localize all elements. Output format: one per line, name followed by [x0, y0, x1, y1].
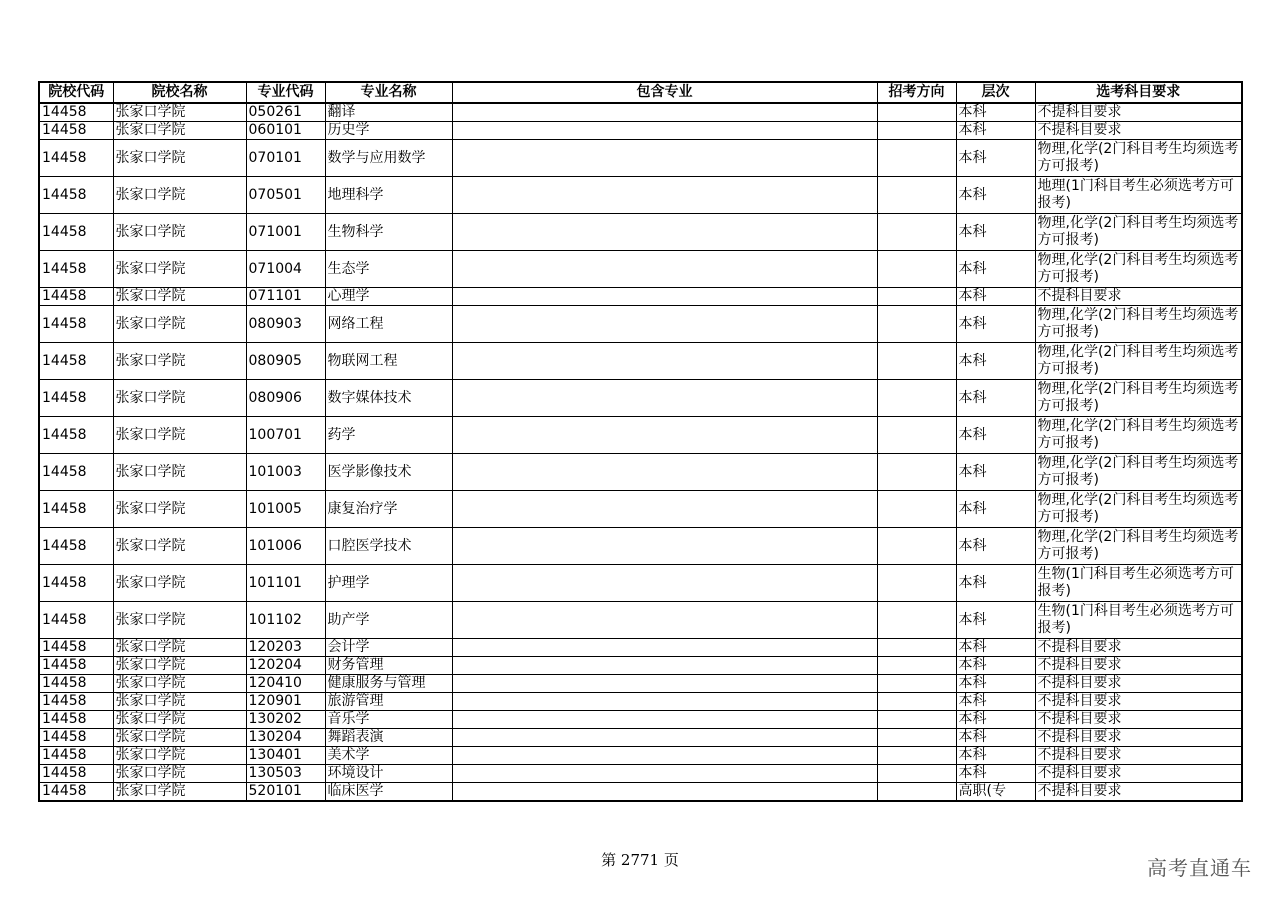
cell-subject-requirement: 生物(1门科目考生必须选考方可报考)	[1035, 565, 1242, 602]
cell-major-code: 071001	[246, 214, 325, 251]
cell-school-name: 张家口学院	[113, 783, 246, 802]
cell-level: 本科	[956, 343, 1035, 380]
table-row	[39, 417, 1242, 454]
table-row	[39, 343, 1242, 380]
cell-school-name: 张家口学院	[113, 602, 246, 639]
cell-major-code: 520101	[246, 783, 325, 802]
cell-level: 本科	[956, 214, 1035, 251]
cell-subject-requirement: 不提科目要求	[1035, 675, 1242, 693]
cell-major-name: 舞蹈表演	[325, 729, 452, 747]
header-row	[39, 82, 1242, 103]
cell-included-majors	[452, 747, 877, 765]
cell-school-name: 张家口学院	[113, 454, 246, 491]
cell-school-code: 14458	[39, 343, 113, 380]
cell-included-majors	[452, 417, 877, 454]
table-row	[39, 103, 1242, 122]
cell-major-name: 数学与应用数学	[325, 140, 452, 177]
cell-major-name: 网络工程	[325, 306, 452, 343]
cell-school-name: 张家口学院	[113, 765, 246, 783]
cell-school-name: 张家口学院	[113, 103, 246, 122]
header-major-code: 专业代码	[246, 82, 325, 103]
cell-level: 本科	[956, 657, 1035, 675]
cell-subject-requirement: 物理,化学(2门科目考生均须选考方可报考)	[1035, 528, 1242, 565]
cell-school-code: 14458	[39, 288, 113, 306]
cell-included-majors	[452, 306, 877, 343]
cell-major-code: 130202	[246, 711, 325, 729]
cell-included-majors	[452, 657, 877, 675]
cell-level: 本科	[956, 765, 1035, 783]
cell-direction	[877, 747, 956, 765]
table-row	[39, 528, 1242, 565]
cell-direction	[877, 693, 956, 711]
table-row	[39, 454, 1242, 491]
cell-major-code: 101101	[246, 565, 325, 602]
cell-school-name: 张家口学院	[113, 747, 246, 765]
cell-direction	[877, 657, 956, 675]
cell-school-name: 张家口学院	[113, 306, 246, 343]
cell-major-code: 080903	[246, 306, 325, 343]
table-row	[39, 675, 1242, 693]
cell-school-code: 14458	[39, 783, 113, 802]
cell-level: 本科	[956, 251, 1035, 288]
cell-school-code: 14458	[39, 602, 113, 639]
cell-school-name: 张家口学院	[113, 288, 246, 306]
cell-major-code: 101006	[246, 528, 325, 565]
cell-included-majors	[452, 103, 877, 122]
cell-subject-requirement: 不提科目要求	[1035, 288, 1242, 306]
cell-direction	[877, 140, 956, 177]
cell-major-code: 101005	[246, 491, 325, 528]
cell-included-majors	[452, 783, 877, 802]
watermark-text: 高考直通车	[1147, 856, 1252, 880]
cell-school-code: 14458	[39, 528, 113, 565]
cell-included-majors	[452, 214, 877, 251]
cell-major-code: 120203	[246, 639, 325, 657]
cell-subject-requirement: 生物(1门科目考生必须选考方可报考)	[1035, 602, 1242, 639]
cell-school-name: 张家口学院	[113, 214, 246, 251]
table-row	[39, 657, 1242, 675]
cell-school-code: 14458	[39, 380, 113, 417]
cell-subject-requirement: 物理,化学(2门科目考生均须选考方可报考)	[1035, 140, 1242, 177]
cell-subject-requirement: 不提科目要求	[1035, 711, 1242, 729]
cell-included-majors	[452, 565, 877, 602]
cell-direction	[877, 528, 956, 565]
cell-level: 本科	[956, 306, 1035, 343]
cell-school-code: 14458	[39, 765, 113, 783]
table-row	[39, 747, 1242, 765]
cell-level: 本科	[956, 711, 1035, 729]
table-row	[39, 380, 1242, 417]
cell-school-name: 张家口学院	[113, 657, 246, 675]
table-row	[39, 765, 1242, 783]
cell-major-name: 生态学	[325, 251, 452, 288]
cell-school-name: 张家口学院	[113, 122, 246, 140]
cell-major-name: 健康服务与管理	[325, 675, 452, 693]
cell-major-name: 物联网工程	[325, 343, 452, 380]
cell-major-name: 康复治疗学	[325, 491, 452, 528]
cell-major-code: 080906	[246, 380, 325, 417]
cell-subject-requirement: 物理,化学(2门科目考生均须选考方可报考)	[1035, 417, 1242, 454]
cell-subject-requirement: 物理,化学(2门科目考生均须选考方可报考)	[1035, 343, 1242, 380]
cell-direction	[877, 565, 956, 602]
cell-school-code: 14458	[39, 417, 113, 454]
cell-level: 本科	[956, 454, 1035, 491]
cell-included-majors	[452, 343, 877, 380]
cell-level: 本科	[956, 693, 1035, 711]
cell-school-name: 张家口学院	[113, 729, 246, 747]
cell-level: 高职(专	[956, 783, 1035, 802]
cell-direction	[877, 417, 956, 454]
table-row	[39, 783, 1242, 802]
cell-subject-requirement: 不提科目要求	[1035, 103, 1242, 122]
cell-direction	[877, 103, 956, 122]
header-school-code: 院校代码	[39, 82, 113, 103]
cell-included-majors	[452, 251, 877, 288]
cell-direction	[877, 675, 956, 693]
cell-subject-requirement: 不提科目要求	[1035, 783, 1242, 802]
cell-major-code: 130503	[246, 765, 325, 783]
cell-major-code: 071101	[246, 288, 325, 306]
cell-school-name: 张家口学院	[113, 380, 246, 417]
cell-included-majors	[452, 122, 877, 140]
cell-level: 本科	[956, 288, 1035, 306]
table-row	[39, 729, 1242, 747]
cell-subject-requirement: 物理,化学(2门科目考生均须选考方可报考)	[1035, 214, 1242, 251]
cell-school-name: 张家口学院	[113, 140, 246, 177]
cell-school-code: 14458	[39, 454, 113, 491]
cell-school-code: 14458	[39, 122, 113, 140]
table-row	[39, 177, 1242, 214]
table-row	[39, 122, 1242, 140]
cell-level: 本科	[956, 103, 1035, 122]
cell-major-name: 口腔医学技术	[325, 528, 452, 565]
cell-level: 本科	[956, 639, 1035, 657]
cell-included-majors	[452, 454, 877, 491]
cell-subject-requirement: 物理,化学(2门科目考生均须选考方可报考)	[1035, 454, 1242, 491]
header-major-name: 专业名称	[325, 82, 452, 103]
table-row	[39, 140, 1242, 177]
cell-direction	[877, 251, 956, 288]
cell-school-code: 14458	[39, 251, 113, 288]
cell-direction	[877, 711, 956, 729]
cell-major-name: 音乐学	[325, 711, 452, 729]
cell-school-code: 14458	[39, 657, 113, 675]
cell-school-code: 14458	[39, 214, 113, 251]
table-row	[39, 306, 1242, 343]
cell-school-code: 14458	[39, 729, 113, 747]
cell-major-name: 环境设计	[325, 765, 452, 783]
cell-subject-requirement: 不提科目要求	[1035, 765, 1242, 783]
cell-major-name: 财务管理	[325, 657, 452, 675]
cell-subject-requirement: 不提科目要求	[1035, 657, 1242, 675]
cell-subject-requirement: 地理(1门科目考生必须选考方可报考)	[1035, 177, 1242, 214]
cell-school-code: 14458	[39, 177, 113, 214]
header-school-name: 院校名称	[113, 82, 246, 103]
table-row	[39, 639, 1242, 657]
cell-school-code: 14458	[39, 747, 113, 765]
cell-included-majors	[452, 693, 877, 711]
cell-direction	[877, 454, 956, 491]
cell-major-name: 翻译	[325, 103, 452, 122]
cell-school-name: 张家口学院	[113, 417, 246, 454]
cell-direction	[877, 729, 956, 747]
cell-major-name: 美术学	[325, 747, 452, 765]
cell-subject-requirement: 不提科目要求	[1035, 122, 1242, 140]
cell-level: 本科	[956, 417, 1035, 454]
cell-direction	[877, 306, 956, 343]
cell-school-code: 14458	[39, 306, 113, 343]
cell-level: 本科	[956, 177, 1035, 214]
cell-major-code: 101102	[246, 602, 325, 639]
cell-subject-requirement: 物理,化学(2门科目考生均须选考方可报考)	[1035, 251, 1242, 288]
cell-included-majors	[452, 602, 877, 639]
cell-major-name: 药学	[325, 417, 452, 454]
cell-major-code: 070101	[246, 140, 325, 177]
cell-subject-requirement: 不提科目要求	[1035, 747, 1242, 765]
cell-school-name: 张家口学院	[113, 491, 246, 528]
cell-included-majors	[452, 765, 877, 783]
table-row	[39, 251, 1242, 288]
cell-major-name: 心理学	[325, 288, 452, 306]
cell-direction	[877, 343, 956, 380]
table-row	[39, 602, 1242, 639]
cell-major-code: 120901	[246, 693, 325, 711]
header-subject-requirement: 选考科目要求	[1035, 82, 1242, 103]
cell-school-code: 14458	[39, 140, 113, 177]
table-row	[39, 693, 1242, 711]
cell-major-code: 101003	[246, 454, 325, 491]
cell-school-code: 14458	[39, 103, 113, 122]
cell-subject-requirement: 物理,化学(2门科目考生均须选考方可报考)	[1035, 380, 1242, 417]
cell-direction	[877, 288, 956, 306]
cell-level: 本科	[956, 528, 1035, 565]
cell-major-name: 医学影像技术	[325, 454, 452, 491]
header-direction: 招考方向	[877, 82, 956, 103]
table-row	[39, 565, 1242, 602]
cell-level: 本科	[956, 491, 1035, 528]
cell-direction	[877, 765, 956, 783]
cell-major-code: 130401	[246, 747, 325, 765]
cell-school-name: 张家口学院	[113, 693, 246, 711]
cell-level: 本科	[956, 675, 1035, 693]
cell-direction	[877, 214, 956, 251]
cell-school-code: 14458	[39, 565, 113, 602]
header-included-majors: 包含专业	[452, 82, 877, 103]
table-body	[39, 103, 1242, 801]
cell-included-majors	[452, 380, 877, 417]
cell-level: 本科	[956, 565, 1035, 602]
table-row	[39, 214, 1242, 251]
cell-level: 本科	[956, 729, 1035, 747]
cell-level: 本科	[956, 747, 1035, 765]
cell-major-code: 120410	[246, 675, 325, 693]
cell-level: 本科	[956, 122, 1035, 140]
cell-school-name: 张家口学院	[113, 343, 246, 380]
cell-major-code: 130204	[246, 729, 325, 747]
cell-school-name: 张家口学院	[113, 251, 246, 288]
cell-subject-requirement: 物理,化学(2门科目考生均须选考方可报考)	[1035, 306, 1242, 343]
table-row	[39, 288, 1242, 306]
cell-included-majors	[452, 711, 877, 729]
cell-major-code: 050261	[246, 103, 325, 122]
cell-major-code: 100701	[246, 417, 325, 454]
cell-major-name: 历史学	[325, 122, 452, 140]
table-row	[39, 491, 1242, 528]
cell-school-name: 张家口学院	[113, 675, 246, 693]
cell-included-majors	[452, 729, 877, 747]
cell-school-code: 14458	[39, 675, 113, 693]
cell-subject-requirement: 物理,化学(2门科目考生均须选考方可报考)	[1035, 491, 1242, 528]
cell-subject-requirement: 不提科目要求	[1035, 729, 1242, 747]
cell-school-code: 14458	[39, 693, 113, 711]
cell-major-name: 护理学	[325, 565, 452, 602]
cell-major-name: 数字媒体技术	[325, 380, 452, 417]
cell-major-code: 060101	[246, 122, 325, 140]
cell-included-majors	[452, 528, 877, 565]
cell-included-majors	[452, 491, 877, 528]
cell-included-majors	[452, 140, 877, 177]
cell-major-name: 助产学	[325, 602, 452, 639]
cell-direction	[877, 122, 956, 140]
cell-subject-requirement: 不提科目要求	[1035, 639, 1242, 657]
cell-major-code: 070501	[246, 177, 325, 214]
cell-level: 本科	[956, 602, 1035, 639]
cell-direction	[877, 177, 956, 214]
cell-school-code: 14458	[39, 639, 113, 657]
cell-included-majors	[452, 177, 877, 214]
cell-level: 本科	[956, 380, 1035, 417]
cell-included-majors	[452, 675, 877, 693]
cell-direction	[877, 491, 956, 528]
cell-direction	[877, 783, 956, 802]
cell-major-code: 080905	[246, 343, 325, 380]
cell-major-name: 生物科学	[325, 214, 452, 251]
cell-school-name: 张家口学院	[113, 565, 246, 602]
cell-school-name: 张家口学院	[113, 177, 246, 214]
cell-major-code: 071004	[246, 251, 325, 288]
cell-direction	[877, 602, 956, 639]
cell-level: 本科	[956, 140, 1035, 177]
header-level: 层次	[956, 82, 1035, 103]
table-row	[39, 711, 1242, 729]
cell-major-name: 旅游管理	[325, 693, 452, 711]
enrollment-table	[38, 81, 1243, 802]
cell-school-name: 张家口学院	[113, 528, 246, 565]
cell-included-majors	[452, 288, 877, 306]
cell-major-name: 地理科学	[325, 177, 452, 214]
cell-school-code: 14458	[39, 711, 113, 729]
cell-school-code: 14458	[39, 491, 113, 528]
cell-subject-requirement: 不提科目要求	[1035, 693, 1242, 711]
page-number: 第 2771 页	[601, 851, 679, 869]
cell-school-name: 张家口学院	[113, 639, 246, 657]
cell-major-name: 会计学	[325, 639, 452, 657]
cell-major-code: 120204	[246, 657, 325, 675]
cell-direction	[877, 380, 956, 417]
cell-included-majors	[452, 639, 877, 657]
cell-major-name: 临床医学	[325, 783, 452, 802]
cell-school-name: 张家口学院	[113, 711, 246, 729]
cell-direction	[877, 639, 956, 657]
